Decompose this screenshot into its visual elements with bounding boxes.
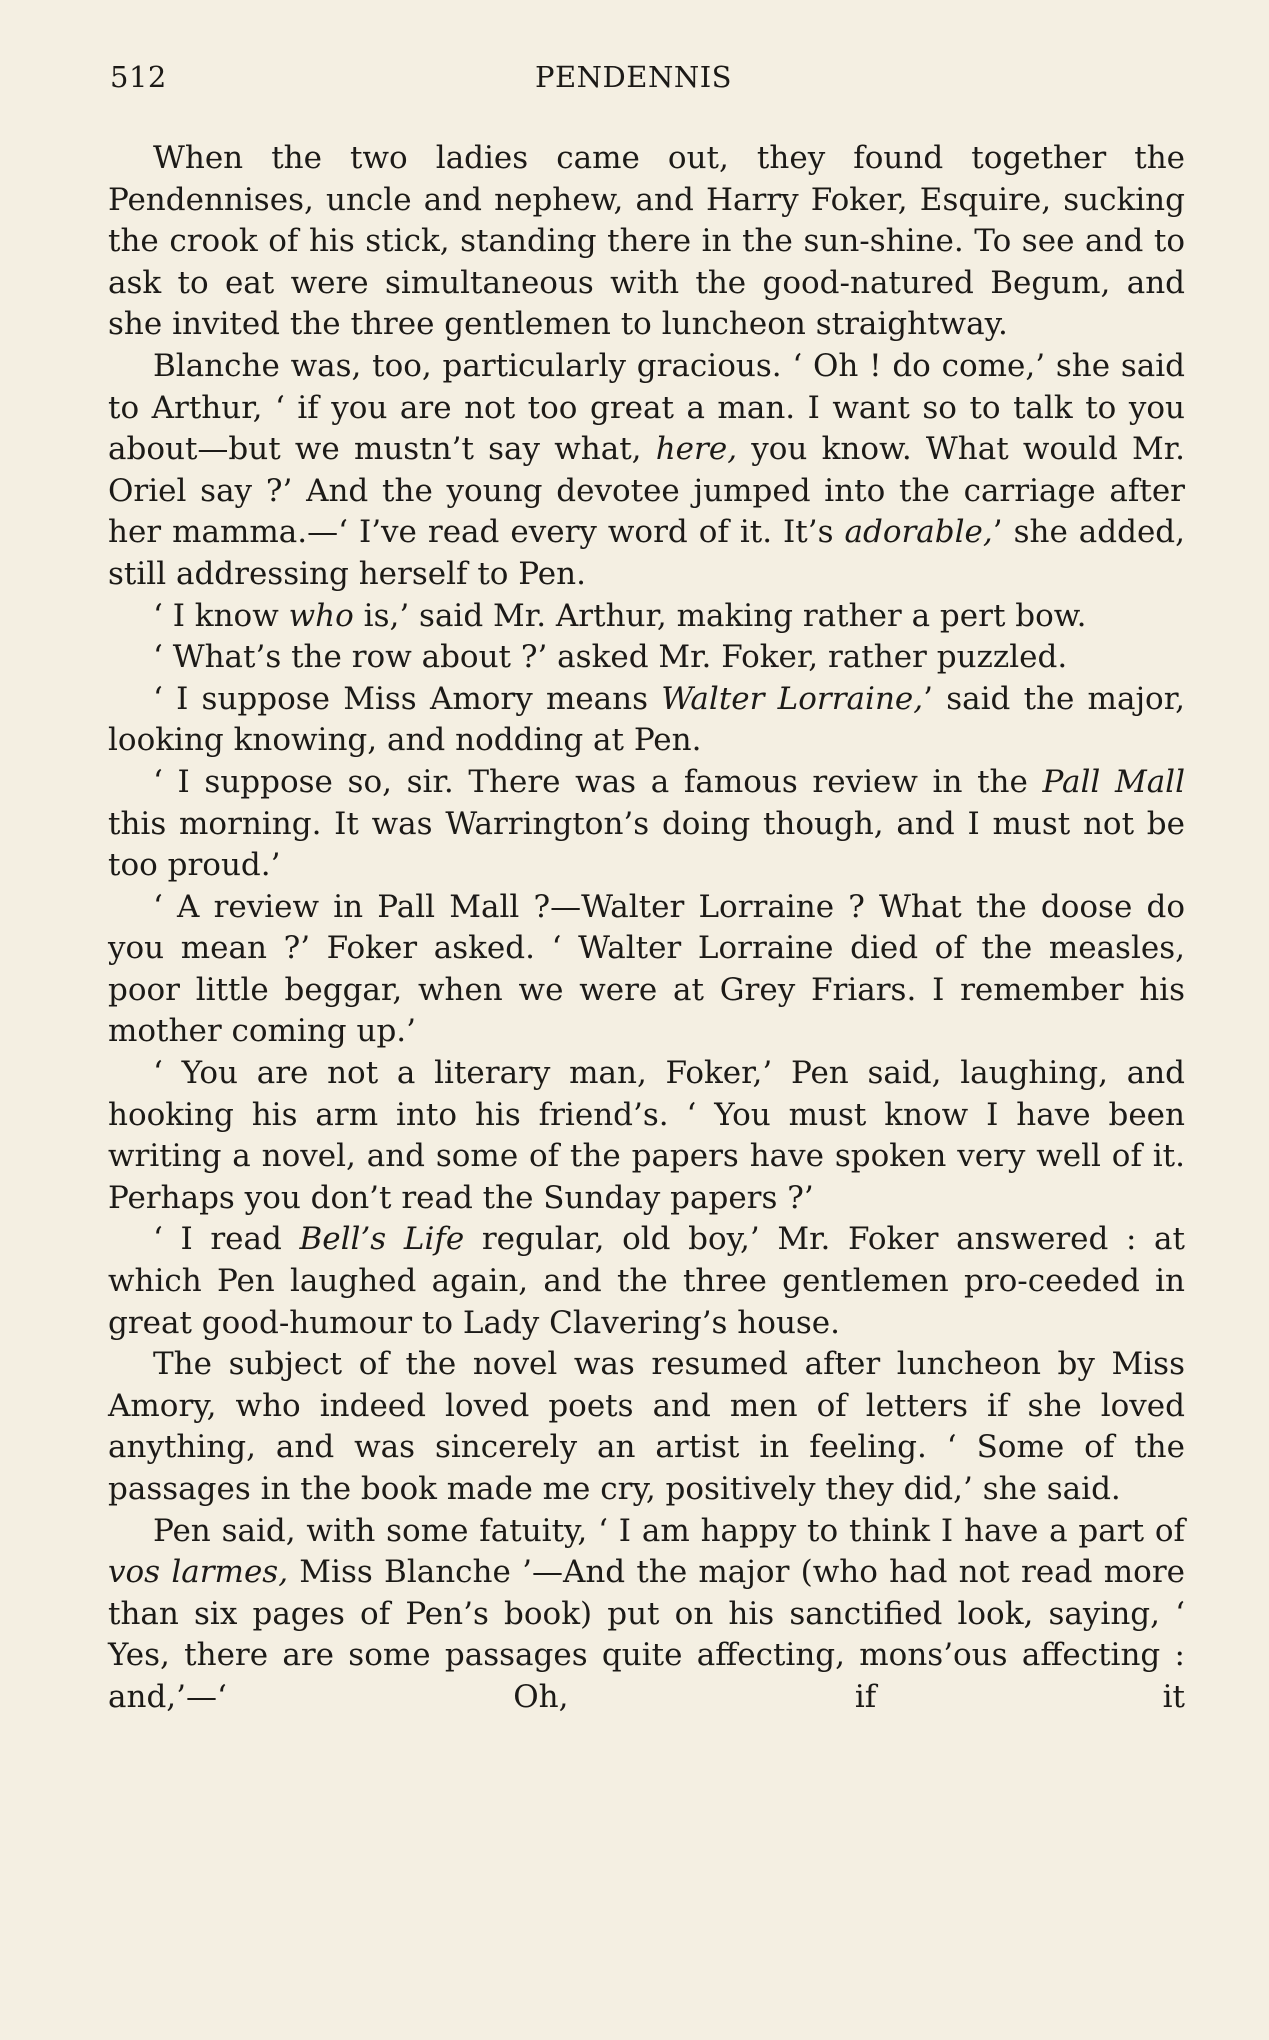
paragraph: ‘ I suppose so, sir. There was a famous review in the Pall Mall this morning. It was Warrington’s doing though, and I must not be too proud.’ xyxy=(108,763,1185,884)
emphasis: Bell’s Life xyxy=(299,1221,465,1258)
paragraph: ‘ I suppose Miss Amory means Walter Lorraine,’ said the major, looking knowing, and nodding at Pen. xyxy=(108,680,1185,759)
body-text xyxy=(108,138,1185,1719)
running-head xyxy=(110,60,1180,110)
paragraph: The subject of the novel was resumed after luncheon by Miss Amory, who indeed loved poets and men of letters if she loved anything, and was sincerely an artist in feeling. ‘ Some of the passages in the book made me cry, positively they did,’ she said. xyxy=(108,1346,1185,1507)
paragraph: Blanche was, too, particularly gracious. ‘ Oh ! do come,’ she said to Arthur, ‘ if you are not too great a man. I want so to talk to you about—but we mustn’t say what, here, you know. What would Mr. Oriel say ?’ And the young devotee jumped into the carriage after her mamma.—‘ I’ve read every word of it. It’s adorable,’ she added, still addressing herself to Pen. xyxy=(108,347,1185,592)
paragraph: ‘ A review in Pall Mall ?—Walter Lorraine ? What the doose do you mean ?’ Foker asked. ‘ Walter Lorraine died of the measles, poor little beggar, when we were at Grey Friars. I remember his mother coming up.’ xyxy=(108,888,1185,1050)
paragraph: ‘ I read Bell’s Life regular, old boy,’ Mr. Foker answered : at which Pen laughed again, and the three gentlemen pro-ceeded in great good-humour to Lady Clavering’s house. xyxy=(108,1221,1185,1341)
emphasis: adorable, xyxy=(844,514,993,551)
emphasis: Walter Lorraine, xyxy=(661,680,924,717)
page-number: 512 xyxy=(110,60,167,94)
paragraph: ‘ You are not a literary man, Foker,’ Pen said, laughing, and hooking his arm into his friend’s. ‘ You must know I have been writing a novel, and some of the papers have spoken very well of it. Perhaps you don’t read the Sunday papers ?’ xyxy=(108,1055,1185,1216)
emphasis: vos larmes, xyxy=(108,1554,289,1591)
running-title: PENDENNIS xyxy=(535,60,733,94)
paragraph: When the two ladies came out, they found together the Pendennises, uncle and nephew, and Harry Foker, Esquire, sucking the crook of his stick, standing there in the sun-shine. To see and to ask to eat were simultaneous with the good-natured Begum, and she invited the three gentlemen to luncheon straightway. xyxy=(108,140,1185,343)
paragraph: ‘ I know who is,’ said Mr. Arthur, making rather a pert bow. xyxy=(153,597,1087,634)
emphasis: here, xyxy=(655,431,738,468)
emphasis: Pall Mall xyxy=(1042,763,1185,800)
paragraph: Pen said, with some fatuity, ‘ I am happy to think I have a part of vos larmes, Miss Blanche ’—And the major (who had not read more than six pages of Pen’s book) put on his sanctified look, saying, ‘ Yes, there are some passages quite affecting, mons’ous affecting : and,’—‘ Oh, if it xyxy=(108,1512,1185,1715)
paragraph: ‘ What’s the row about ?’ asked Mr. Foker, rather puzzled. xyxy=(153,639,1068,676)
emphasis: who xyxy=(288,597,354,634)
